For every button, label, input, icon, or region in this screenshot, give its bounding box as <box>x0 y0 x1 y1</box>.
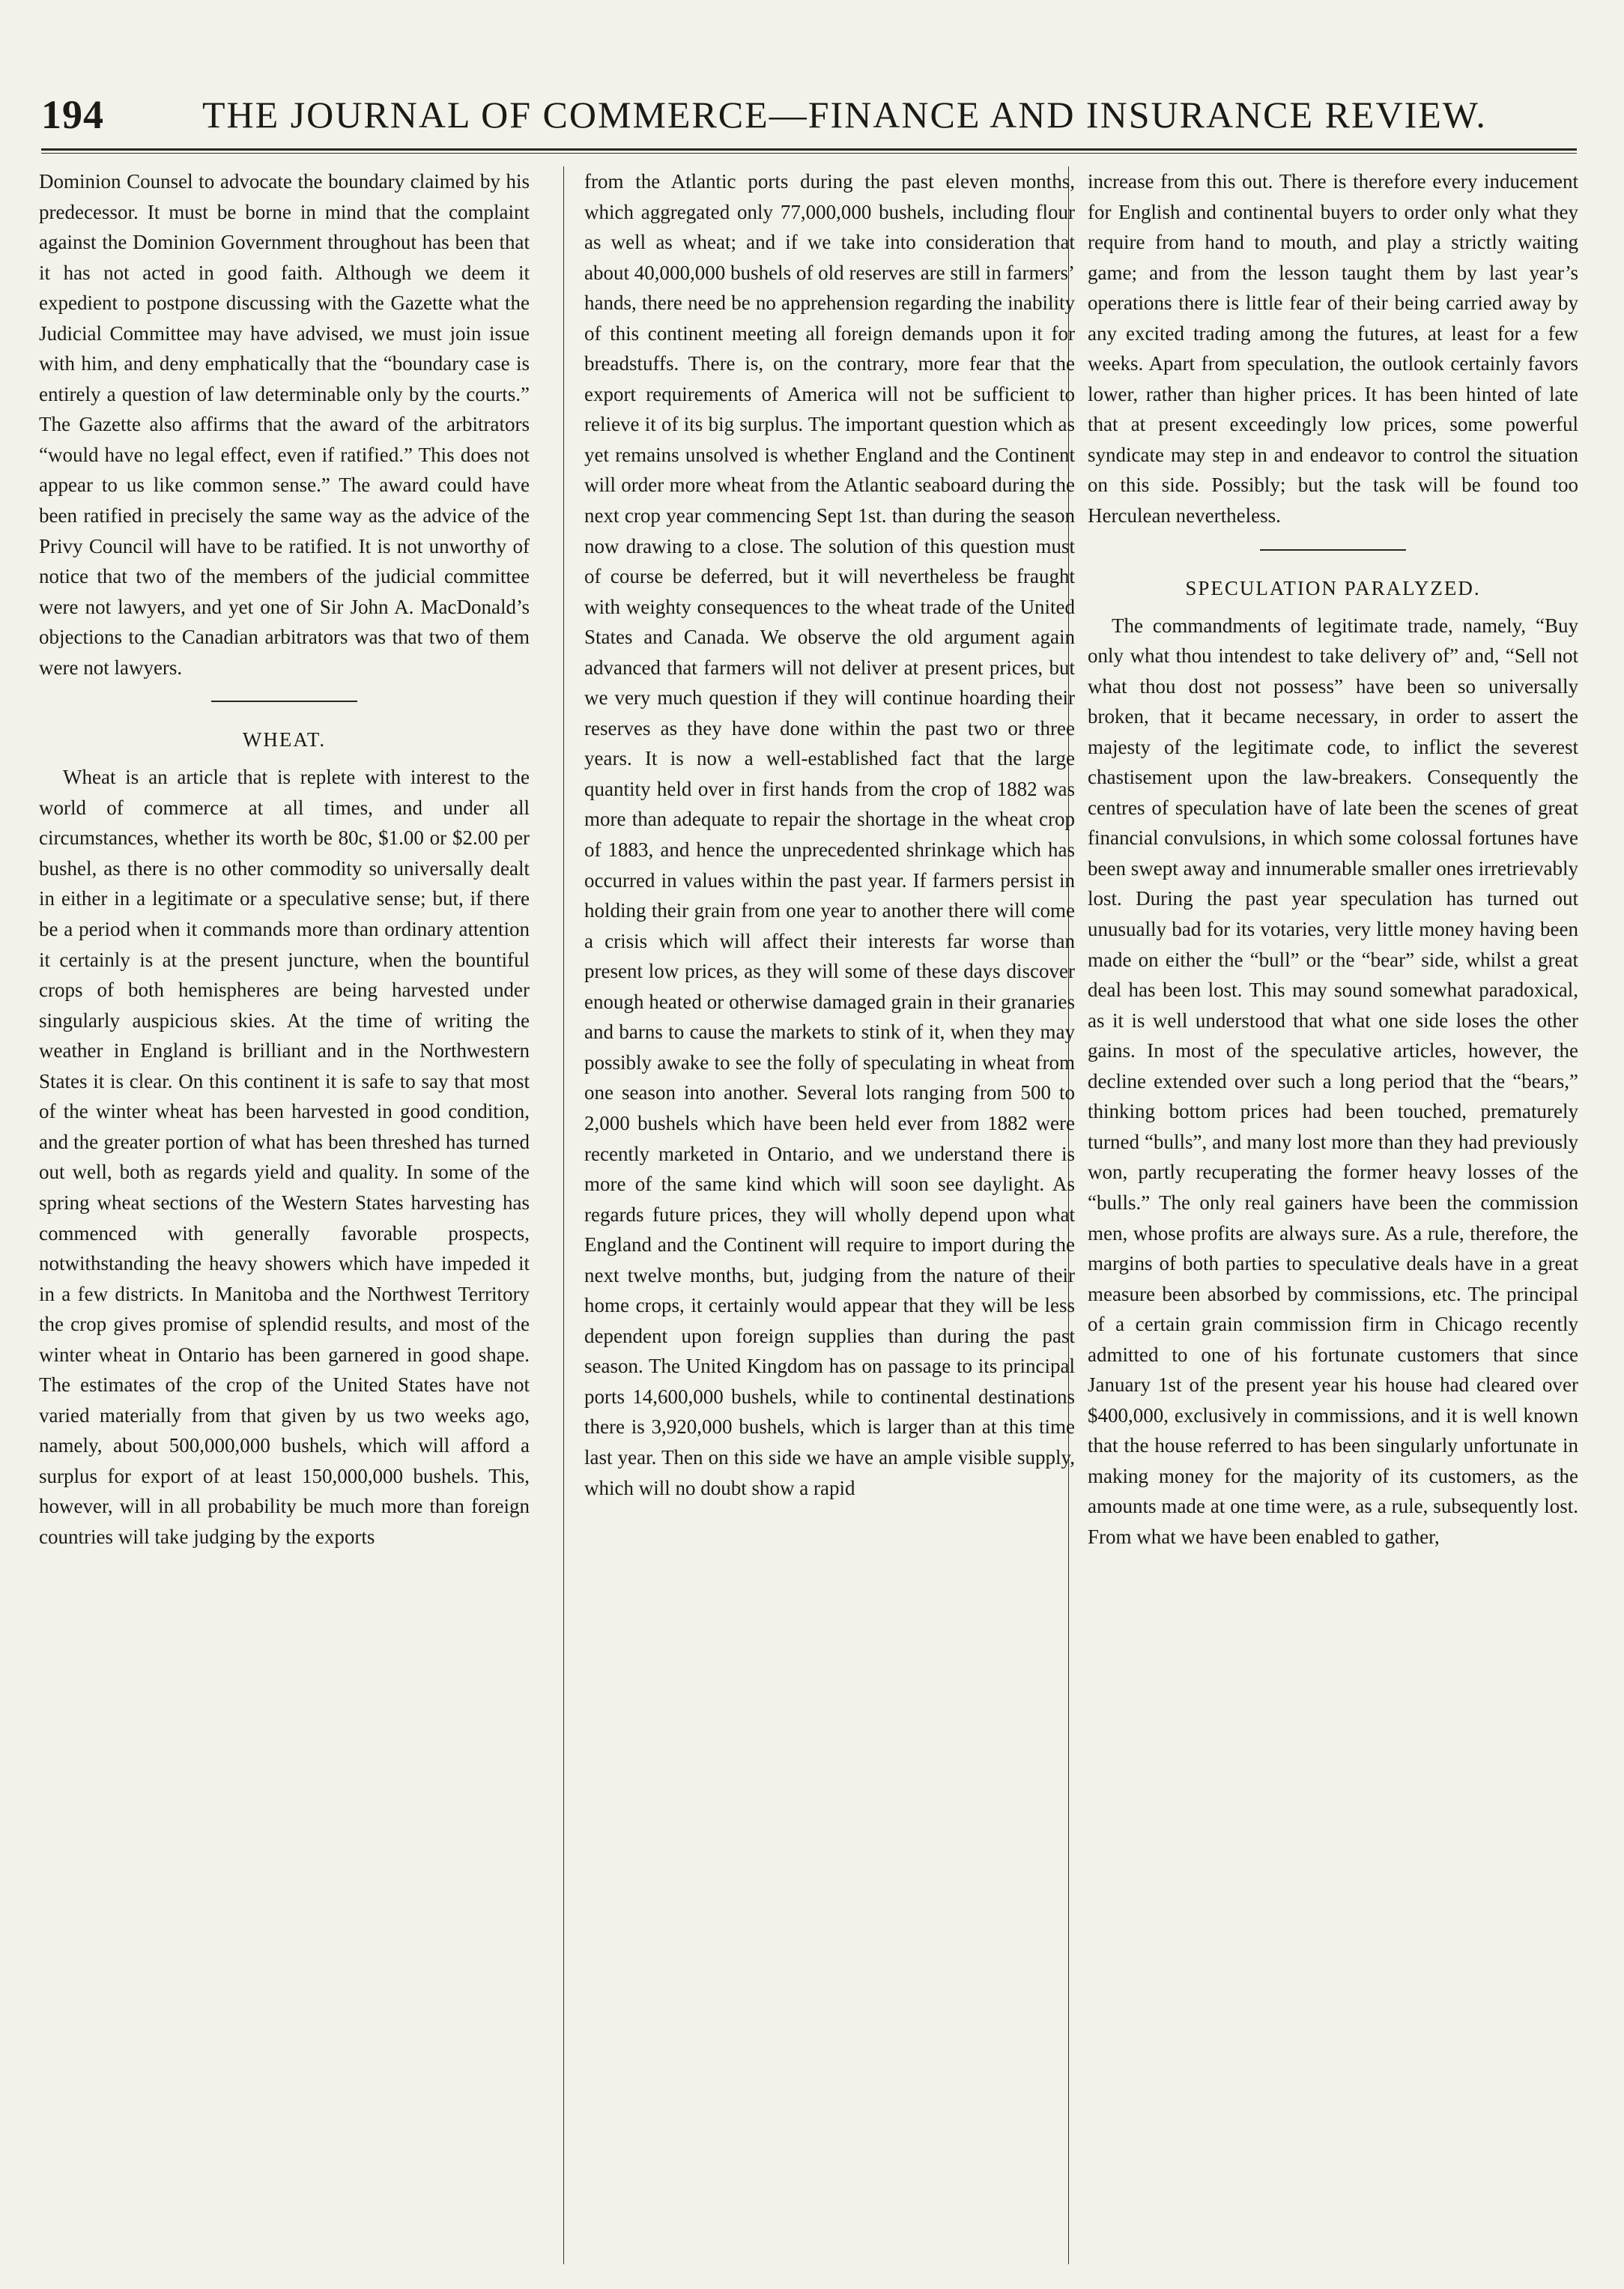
speculation-heading: SPECULATION PARALYZED. <box>1185 576 1481 599</box>
boundary-paragraph: Dominion Counsel to advocate the boundary claimed by his predecessor. It must be borne in mind that the complaint against the Dominion Government throughout has been that it has not acted in good faith. Although we deem it expedient to postpone discussing with the Gazette what the Judicial Committee may have advised, we must join issue with him, and deny emphatically that the “boundary case is entirely a question of law determinable only by the courts.” The Gazette also affirms that the award of the arbitrators “would have no legal effect, even if ratified.” This does not appear to us like common sense.” The award could have been ratified in precisely the same way as the advice of the Privy Council will have to be ratified. It is not unworthy of notice that two of the members of the judicial committee were not lawyers, and yet one of Sir John A. MacDonald’s objections to the Canadian arbitrators was that two of them were not lawyers. <box>39 170 530 679</box>
page-header <box>41 91 1577 144</box>
journal-title: THE JOURNAL OF COMMERCE—FINANCE AND INSURANCE REVIEW. <box>202 94 1487 136</box>
column-1 <box>39 166 530 1552</box>
wheat-heading: WHEAT. <box>242 728 327 752</box>
column-divider-1 <box>563 166 564 2264</box>
column-2 <box>584 166 1075 1503</box>
page-number: 194 <box>41 92 104 137</box>
wheat-paragraph-2: from the Atlantic ports during the past eleven months, which aggregated only 77,000,000 bushels, including flour as well as wheat; and if we take into consideration that about 40,000,000 bushels of old reserves are still in farmers’ hands, there need be no apprehension regarding the inability of this continent meeting all foreign demands upon it for breadstuffs. There is, on the contrary, more fear that the export requirements of America will not be sufficient to relieve it of its big surplus. The important question which as yet remains unsolved is whether England and the Continent will order more wheat from the Atlantic seaboard during the next crop year commencing Sept 1st. than during the season now drawing to a close. The solution of this question must of course be deferred, but it will nevertheless be fraught with weighty consequences to the wheat trade of the United States and Canada. We observe the old argument again advanced that farmers will not deliver at present prices, but we very much question if they will continue hoarding their reserves as they have done within the past two or three years. It is now a well-established fact that the large quantity held over in first hands from the crop of 1882 was more than adequate to repair the shortage in the wheat crop of 1883, and hence the unprecedented shrinkage which has occurred in values within the past year. If farmers persist in holding their grain from one year to another there will come a crisis which will affect their interests far worse than present low prices, as they will some of these days discover enough heated or otherwise damaged grain in their granaries and barns to cause the markets to stink of it, when they may possibly awake to see the folly of speculating in wheat from one season into another. Several lots ranging from 500 to 2,000 bushels which have been held ever from 1882 were recently marketed in Ontario, and we understand there is more of the same kind which will soon see daylight. As regards future prices, they will wholly depend upon what England and the Continent will require to import during the next twelve months, but, judging from the nature of their home crops, it certainly would appear that they will be less dependent upon foreign supplies than during the past season. The United Kingdom has on passage to its principal ports 14,600,000 bushels, while to continental destinations there is 3,920,000 bushels, which is larger than at this time last year. Then on this side we have an ample visible supply, which will no doubt show a rapid <box>584 170 1075 1499</box>
wheat-paragraph-3: increase from this out. There is therefore every inducement for English and continental buyers to order only what they require from hand to mouth, and play a strictly waiting game; and from the lesson taught them by last year’s operations there is little fear of their being carried away by any excited trading among the futures, at least for a few weeks. Apart from speculation, the outlook certainly favors lower, rather than higher prices. It has been hinted of late that at present exceedingly low prices, some powerful syndicate may step in and endeavor to control the situation on this side. Possibly; but the task will be found too Herculean nevertheless. <box>1088 170 1578 527</box>
column-3 <box>1088 166 1578 1552</box>
wheat-paragraph-1: Wheat is an article that is replete with interest to the world of commerce at all times, and under all circumstances, whether its worth be 80c, $1.00 or $2.00 per bushel, as there is no other commodity so universally dealt in either in a legitimate or a speculative sense; but, if there be a period when it commands more than ordinary attention it certainly is at the present juncture, when the bountiful crops of both hemispheres are being harvested under singularly auspicious skies. At the time of writing the weather in England is brilliant and in the Northwestern States it is clear. On this continent it is safe to say that most of the winter wheat has been harvested in good condition, and the greater portion of what has been threshed has turned out well, both as regards yield and quality. In some of the spring wheat sections of the Western States harvesting has commenced with generally favorable prospects, notwithstanding the heavy showers which have impeded it in a few districts. In Manitoba and the Northwest Territory the crop gives promise of splendid results, and most of the winter wheat in Ontario has been garnered in good shape. The estimates of the crop of the United States have not varied materially from that given by us two weeks ago, namely, about 500,000,000 bushels, which will afford a surplus for export of at least 150,000,000 bushels. This, however, will in all probability be much more than foreign countries will take judging by the exports <box>39 766 530 1548</box>
section-divider <box>1260 549 1406 551</box>
section-divider <box>211 701 357 702</box>
header-rule <box>41 148 1577 154</box>
speculation-paragraph: The commandments of legitimate trade, namely, “Buy only what thou intendest to take delivery of” and, “Sell not what thou dost not possess” have been so universally broken, that it became necessary, in order to assert the majesty of the legitimate code, to inflict the severest chastisement upon the law-breakers. Consequently the centres of speculation have of late been the scenes of great financial convulsions, in which some colossal fortunes have been swept away and innumerable smaller ones irretrievably lost. During the past year speculation has turned out unusually bad for its votaries, very little money having been made on either the “bull” or the “bear” side, whilst a great deal has been lost. This may sound somewhat paradoxical, as it is well understood that what one side loses the other gains. In most of the speculative articles, however, the decline extended over such a long period that the “bears,” thinking bottom prices had been touched, prematurely turned “bulls”, and many lost more than they had previously won, partly recuperating the former heavy losses of the “bulls.” The only real gainers have been the commission men, whose profits are always sure. As a rule, therefore, the margins of both parties to speculative deals have in a great measure been absorbed by commissions, etc. The principal of a certain grain commission firm in Chicago recently admitted to one of his fortunate customers that since January 1st of the present year his house had cleared over $400,000, exclusively in commissions, and it is well known that the house referred to has been singularly unfortunate in making money for the majority of its customers, as the amounts made at one time were, as a rule, subsequently lost. From what we have been enabled to gather, <box>1088 614 1578 1548</box>
